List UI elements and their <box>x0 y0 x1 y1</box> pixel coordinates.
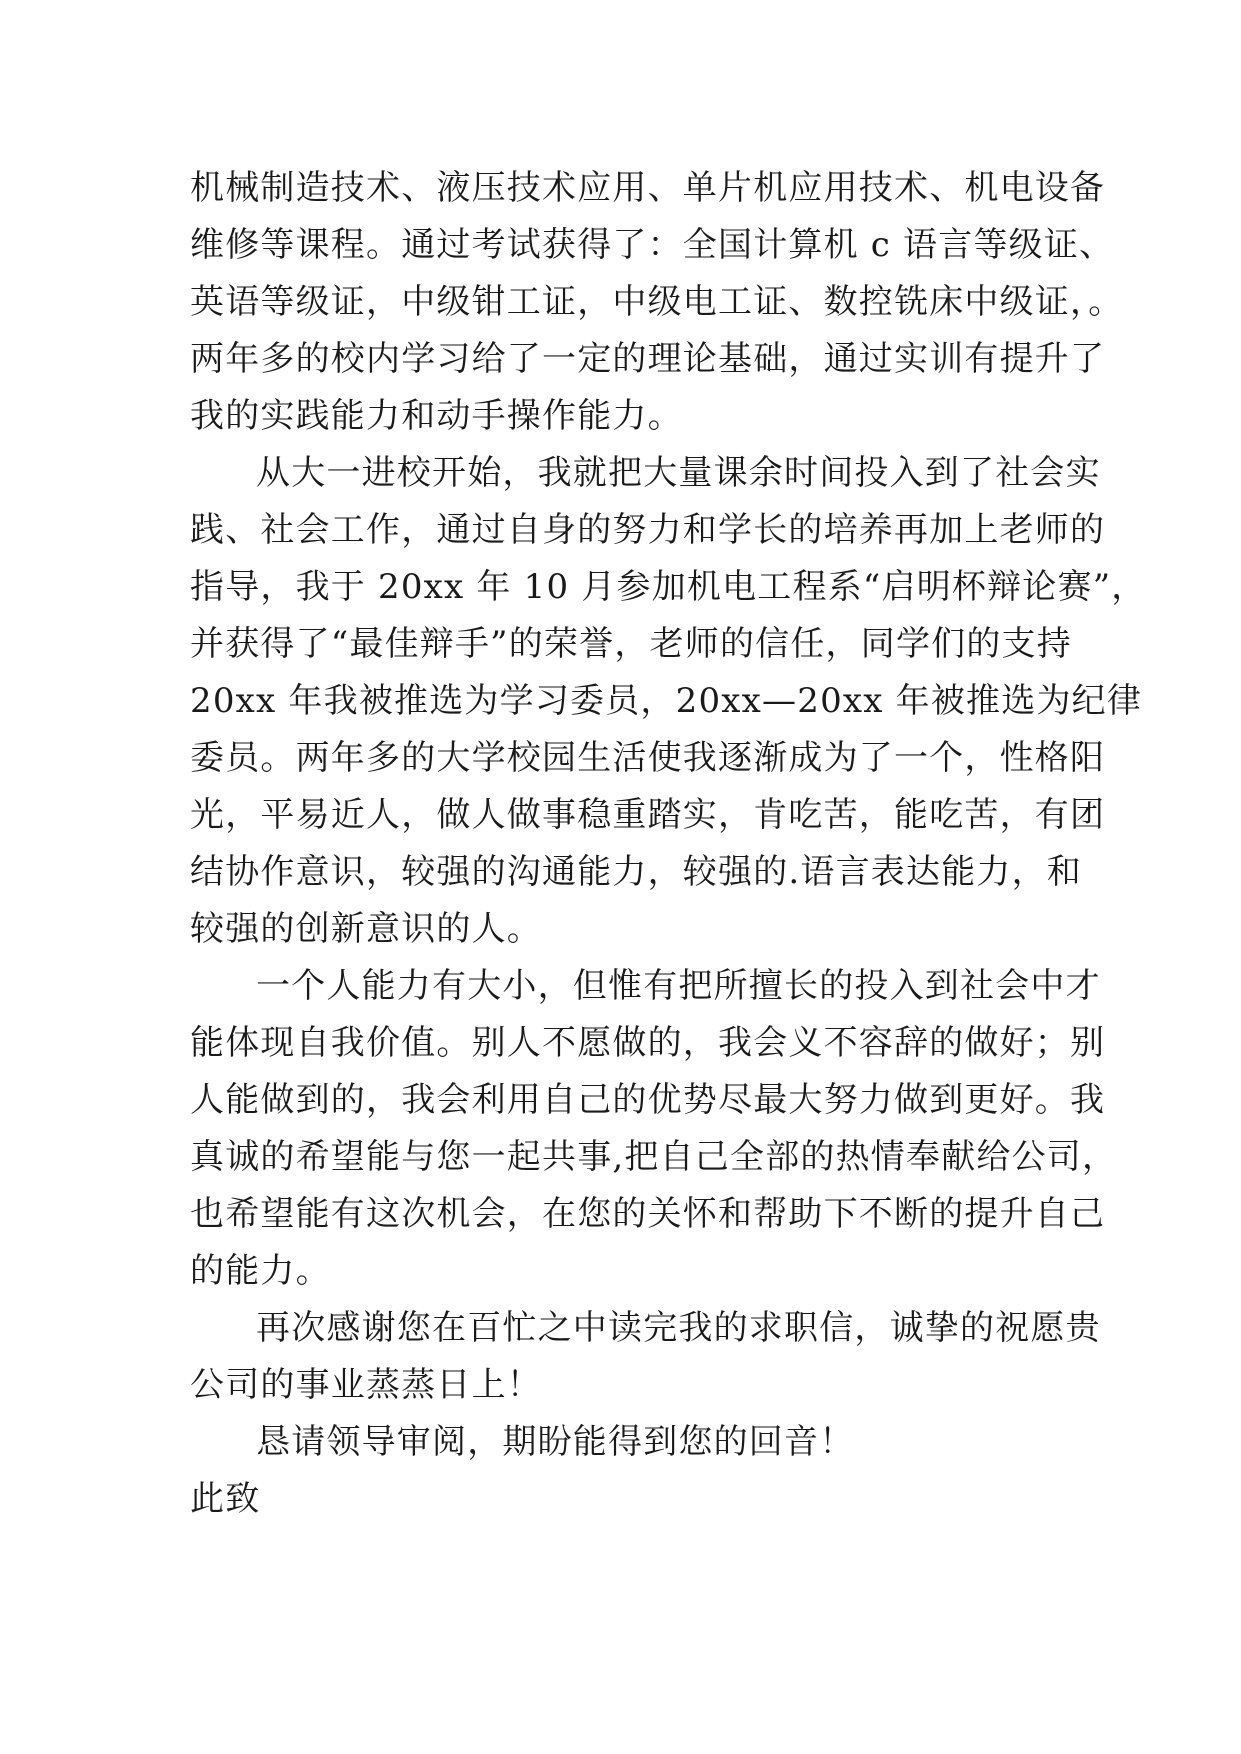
paragraph-line: 践、社会工作，通过自身的努力和学长的培养再加上老师的 <box>190 510 1106 550</box>
paragraph-line: 维修等课程。通过考试获得了：全国计算机 c 语言等级证、 <box>190 225 1115 265</box>
paragraph-line: 的能力。 <box>190 1251 331 1291</box>
paragraph-line: 较强的创新意识的人。 <box>190 909 542 949</box>
paragraph-line: 人能做到的，我会利用自己的优势尽最大努力做到更好。我 <box>190 1080 1106 1120</box>
paragraph-line: 能体现自我价值。别人不愿做的，我会义不容辞的做好；别 <box>190 1023 1106 1063</box>
paragraph-line: 20xx 年我被推选为学习委员，20xx—20xx 年被推选为纪律 <box>190 681 1143 721</box>
paragraph-line: 公司的事业蒸蒸日上！ <box>190 1365 542 1405</box>
paragraph-line: 结协作意识，较强的沟通能力，较强的.语言表达能力，和 <box>190 852 1083 892</box>
closing-salutation: 此致 <box>190 1479 261 1519</box>
paragraph-line: 我的实践能力和动手操作能力。 <box>190 396 683 436</box>
paragraph-line: 两年多的校内学习给了一定的理论基础，通过实训有提升了 <box>190 339 1106 379</box>
paragraph-line: 指导，我于 20xx 年 10 月参加机电工程系“启明杯辩论赛”， <box>190 567 1147 607</box>
paragraph-line: 英语等级证，中级钳工证，中级电工证、数控铣床中级证，。 <box>190 282 1124 322</box>
paragraph-line: 机械制造技术、液压技术应用、单片机应用技术、机电设备 <box>190 168 1106 208</box>
paragraph-first-line: 从大一进校开始，我就把大量课余时间投入到了社会实 <box>256 453 1101 493</box>
paragraph-first-line: 一个人能力有大小，但惟有把所擅长的投入到社会中才 <box>256 966 1101 1006</box>
paragraph-line: 光，平易近人，做人做事稳重踏实，肯吃苦，能吃苦，有团 <box>190 795 1106 835</box>
paragraph-first-line: 再次感谢您在百忙之中读完我的求职信，诚挚的祝愿贵 <box>256 1308 1101 1348</box>
paragraph-line: 真诚的希望能与您一起共事,把自己全部的热情奉献给公司， <box>190 1137 1118 1177</box>
paragraph-first-line: 恳请领导审阅，期盼能得到您的回音！ <box>256 1422 855 1462</box>
paragraph-line: 委员。两年多的大学校园生活使我逐渐成为了一个，性格阳 <box>190 738 1106 778</box>
paragraph-line: 并获得了“最佳辩手”的荣誉，老师的信任，同学们的支持 <box>190 624 1072 664</box>
paragraph-line: 也希望能有这次机会，在您的关怀和帮助下不断的提升自己 <box>190 1194 1106 1234</box>
